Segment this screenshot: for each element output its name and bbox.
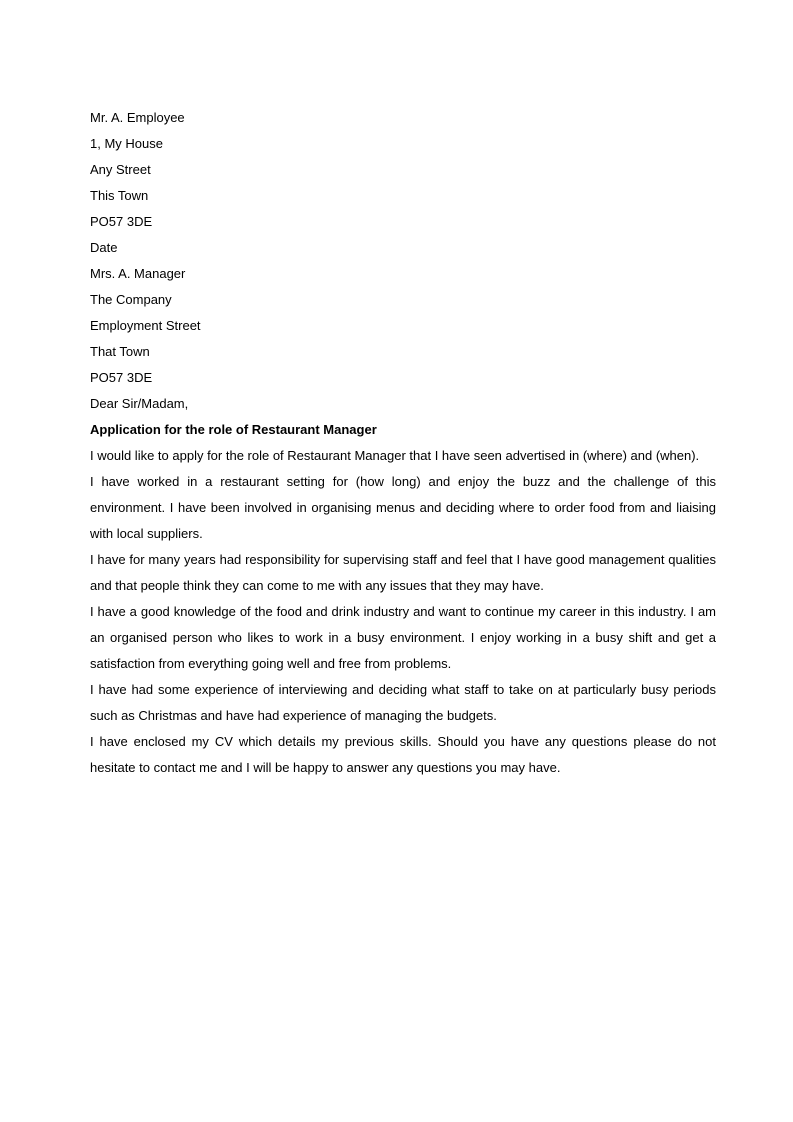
letter-body (90, 443, 716, 781)
cover-letter (90, 105, 716, 781)
sender-town: This Town (90, 188, 149, 203)
body-paragraph-6: I have enclosed my CV which details my previous skills. Should you have any questions please do not hesitate to contact me and I will be happy to answer any questions you may have. (90, 734, 716, 775)
recipient-postcode: PO57 3DE (90, 370, 153, 385)
body-paragraph-1: I would like to apply for the role of Restaurant Manager that I have seen advertised in (where) and (when). (90, 448, 700, 463)
letter-subject: Application for the role of Restaurant Manager (90, 422, 377, 437)
body-paragraph-4: I have a good knowledge of the food and drink industry and want to continue my career in this industry. I am an organised person who likes to work in a busy environment. I enjoy working in a busy shift and get a satisfaction from everything going well and free from problems. (90, 604, 716, 671)
sender-postcode: PO57 3DE (90, 214, 153, 229)
recipient-name: Mrs. A. Manager (90, 266, 186, 281)
body-paragraph-3: I have for many years had responsibility for supervising staff and feel that I have good management qualities and that people think they can come to me with any issues that they may have. (90, 552, 716, 593)
recipient-company: The Company (90, 292, 172, 307)
salutation: Dear Sir/Madam, (90, 396, 189, 411)
recipient-address-block (90, 261, 716, 391)
letter-date: Date (90, 240, 118, 255)
sender-address-block (90, 105, 716, 235)
recipient-street: Employment Street (90, 318, 201, 333)
sender-name: Mr. A. Employee (90, 110, 185, 125)
body-paragraph-2: I have worked in a restaurant setting for (how long) and enjoy the buzz and the challenge of this environment. I have been involved in organising menus and deciding where to order food from and liaising with local suppliers. (90, 474, 716, 541)
sender-address-line-1: 1, My House (90, 136, 163, 151)
body-paragraph-5: I have had some experience of interviewing and deciding what staff to take on at particularly busy periods such as Christmas and have had experience of managing the budgets. (90, 682, 716, 723)
recipient-town: That Town (90, 344, 150, 359)
sender-address-line-2: Any Street (90, 162, 151, 177)
